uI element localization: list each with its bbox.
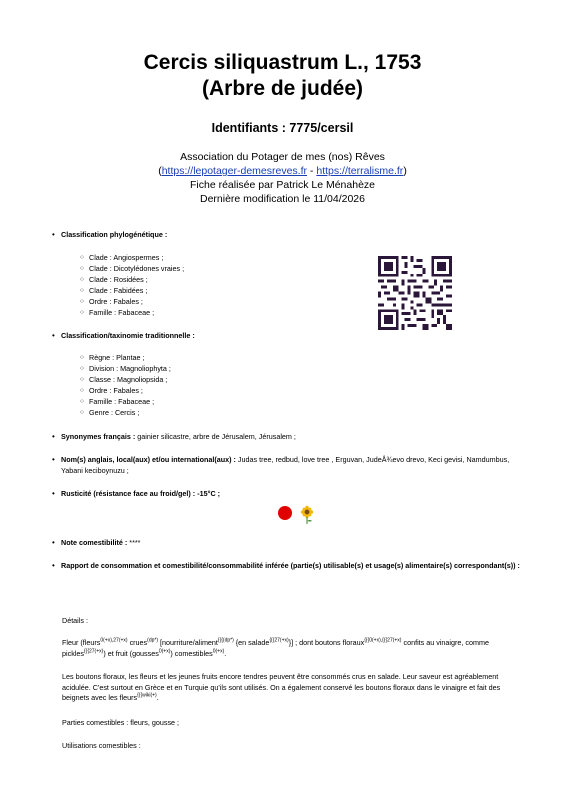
title-line-common: (Arbre de judée)	[201, 77, 364, 100]
trad-list	[80, 352, 171, 418]
list-item: ○ Famille : Fabaceae ;	[80, 307, 184, 318]
identifiers: Identifiants : 7775/cersil	[211, 121, 354, 135]
text-run: ) comestibles	[170, 648, 213, 658]
bullet-icon: •	[52, 331, 55, 340]
text-run: Les boutons floraux, les fleurs et les jeunes fruits encore tendres peuvent être consommés crus en salade. Leur saveur est agréablement acidulée. C'est surtout en Grèce et en Turquie qu'ils sont utilisés. On a également conservé les boutons floraux dans le vinaigre et fait des beignets avec les fleurs	[62, 672, 501, 702]
page-title	[40, 50, 525, 102]
link-potager[interactable]: https://lepotager-demesreves.fr	[161, 165, 308, 177]
modified-line: Dernière modification le 11/04/2026	[200, 193, 365, 205]
bullet-icon: •	[52, 455, 55, 464]
hardiness-section	[52, 489, 522, 500]
text-run: .	[156, 693, 159, 702]
names-value: Judas tree, redbud, love tree , Erguvan, JudeÅ¾evo drevo, Keci gevisi, Namdumbus, Yabani keciboynuzu ;	[61, 455, 510, 475]
list-item: ○ Règne : Plantae ;	[80, 352, 171, 363]
qr-code-icon	[378, 256, 452, 330]
synonyms-value: gainier silicastre, arbre de Jérusalem, Jérusalem ;	[135, 432, 296, 441]
bullet-icon: •	[52, 561, 55, 570]
list-item: ○ Ordre : Fabales ;	[80, 296, 184, 307]
edibility-label: Note comestibilité :	[61, 538, 128, 547]
text-run: crues	[127, 638, 148, 647]
phylo-section	[52, 230, 522, 241]
red-circle-icon	[278, 506, 292, 520]
text-run: }] ; dont boutons floraux	[288, 638, 365, 647]
association-links	[40, 164, 525, 178]
association-name: Association du Potager de mes (nos) Rêves	[180, 151, 385, 163]
list-item: ○ Famille : Fabaceae ;	[80, 396, 171, 407]
text-run: ) et fruit (gousses	[103, 648, 159, 658]
names-label: Nom(s) anglais, local(aux) et/ou international(aux) :	[61, 455, 236, 464]
link-terralisme[interactable]: https://terralisme.fr	[316, 165, 404, 177]
list-item: ○ Ordre : Fabales ;	[80, 385, 171, 396]
bullet-icon: •	[52, 489, 55, 498]
edibility-value: ****	[127, 538, 141, 547]
text-run: {en salade	[233, 638, 270, 647]
reference-sup: {{{wiki(+)	[137, 692, 157, 699]
phylo-label: Classification phylogénétique :	[61, 230, 168, 239]
details-paragraph-2	[62, 672, 527, 704]
text-run: Fleur (fleurs	[62, 638, 101, 647]
bullet-icon: •	[52, 538, 55, 547]
author-line: Fiche réalisée par Patrick Le Ménahèze	[189, 179, 375, 191]
bullet-icon: •	[52, 230, 55, 239]
text-run: [nourriture/aliment	[158, 638, 218, 647]
synonyms-label: Synonymes français :	[61, 432, 136, 441]
list-item: ○ Clade : Fabidées ;	[80, 285, 184, 296]
edibility-section	[52, 538, 522, 549]
sunflower-icon	[299, 505, 315, 525]
hardiness-label: Rusticité (résistance face au froid/gel) : -15°C ;	[61, 489, 221, 498]
list-item: ○ Clade : Angiospermes ;	[80, 252, 184, 263]
text-run: .	[224, 648, 227, 658]
list-item: ○ Genre : Cercis ;	[80, 407, 171, 418]
reference-sup: {{{(dp*)	[217, 637, 234, 644]
list-item: ○ Clade : Dicotylédones vraies ;	[80, 263, 184, 274]
reference-sup: 0(+x)	[212, 648, 225, 655]
report-section	[52, 561, 522, 572]
reference-sup: (dp*)	[147, 637, 158, 644]
synonyms-section	[52, 432, 522, 443]
paren-open: (	[158, 165, 162, 177]
trad-section	[52, 331, 522, 342]
list-item: ○ Classe : Magnoliopsida ;	[80, 374, 171, 385]
list-item: ○ Division : Magnoliophyta ;	[80, 363, 171, 374]
link-separator: -	[307, 165, 317, 177]
paren-close: )	[403, 165, 407, 177]
reference-sup: 0(+x),27(+x)	[100, 637, 128, 644]
reference-sup: {{{27(+x)	[83, 648, 104, 655]
reference-sup: {{{27(+x)	[269, 637, 289, 644]
reference-sup: {{{0(+x),{{{27(+x)	[364, 637, 402, 644]
title-line-scientific: Cercis siliquastrum L., 1753	[143, 51, 422, 74]
edible-parts: Parties comestibles : fleurs, gousse ;	[62, 718, 180, 727]
text-run: confits au vinaigre, comme pickles	[62, 638, 489, 658]
trad-label: Classification/taxinomie traditionnelle :	[61, 331, 195, 340]
details-paragraph-1	[62, 638, 527, 659]
report-label: Rapport de consommation et comestibilité/consommabilité inférée (partie(s) utilisable(s) et usage(s) alimentaire(s) correspondant(s)) :	[61, 561, 520, 570]
list-item: ○ Clade : Rosidées ;	[80, 274, 184, 285]
edible-uses: Utilisations comestibles :	[62, 741, 141, 750]
bullet-icon: •	[52, 432, 55, 441]
names-section	[52, 455, 522, 476]
phylo-list	[80, 252, 184, 318]
reference-sup: 0(+x)	[158, 648, 171, 655]
details-heading: Détails :	[62, 616, 88, 625]
association-block	[40, 150, 525, 206]
